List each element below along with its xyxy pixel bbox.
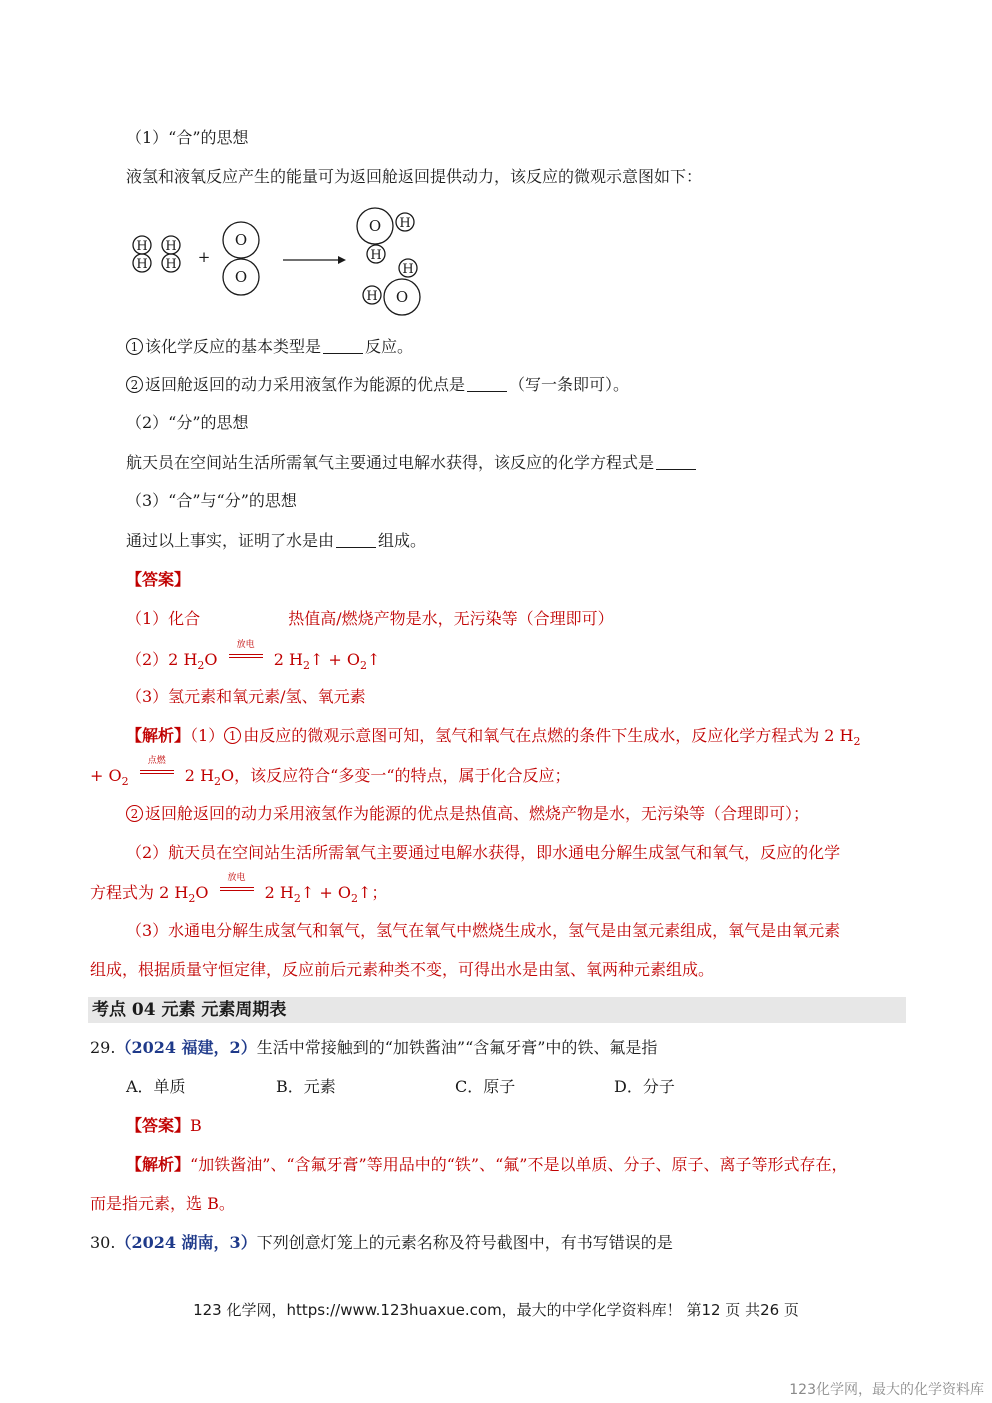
- q29-stem: 29.（2024 福建，2）生活中常接触到的“加铁酱油”“含氟牙膏”中的铁、氟是指: [90, 1038, 658, 1057]
- answer-blank: [467, 377, 507, 392]
- item2: 2 返回舱返回的动力采用液氢作为能源的优点是 （写一条即可）。: [126, 374, 629, 396]
- answer-blank: [656, 455, 696, 470]
- page-footer: 123 化学网，https://www.123huaxue.com，最大的中学化学资料库！ 第12 页 共26 页: [193, 1301, 799, 1319]
- circled-number: 1: [126, 338, 143, 355]
- question-source: （2024 福建，2）: [115, 1038, 257, 1057]
- circled-number: 1: [224, 727, 241, 744]
- answer-blank: [323, 339, 363, 354]
- h-label: H: [136, 257, 148, 272]
- h-label: H: [165, 257, 177, 272]
- q29-option-d: D．分子: [614, 1077, 675, 1096]
- analysis-line-3: 2 返回舱返回的动力采用液氢作为能源的优点是热值高、燃烧产物是水，无污染等（合理即可）；: [126, 803, 809, 825]
- analysis-line-6: （3）水通电分解生成氢气和氧气，氢气在氧气中燃烧生成水，氢气是由氢元素组成，氧气是由氧元素: [126, 921, 841, 940]
- o-label: O: [395, 288, 409, 306]
- q29-analysis-2: 而是指元素，选 B。: [90, 1194, 235, 1213]
- analysis-line-7: 组成，根据质量守恒定律，反应前后元素种类不变，可得出水是由氢、氧两种元素组成。: [90, 960, 715, 979]
- o-label: O: [234, 231, 248, 249]
- h-label: H: [399, 216, 411, 231]
- intro-text: 液氢和液氧反应产生的能量可为返回舱返回提供动力，该反应的微观示意图如下：: [126, 167, 703, 186]
- h-label: H: [136, 239, 148, 254]
- q29-option-a: A．单质: [126, 1077, 186, 1096]
- q29-answer: 【答案】B: [126, 1116, 202, 1135]
- analysis-line-4: （2）航天员在空间站生活所需氧气主要通过电解水获得，即水通电分解生成氢气和氧气，反应的化学: [126, 843, 841, 862]
- analysis-line-5: 方程式为 2 $H_2O$ 放电 2 $H_2↑$ + $O_2↑$；: [90, 873, 388, 906]
- reaction-diagram: [128, 200, 428, 320]
- q29-option-b: B．元素: [276, 1077, 336, 1096]
- sub2-title: （2）“分”的思想: [126, 413, 249, 432]
- answer-blank: [336, 533, 376, 548]
- h-label: H: [402, 262, 414, 277]
- reaction-condition: 放电: [229, 648, 263, 664]
- reaction-condition: 放电: [220, 881, 254, 897]
- sub1-title: （1）“合”的思想: [126, 128, 249, 147]
- h-label: H: [366, 289, 378, 304]
- sub3-text: 通过以上事实，证明了水是由 组成。: [126, 531, 427, 550]
- h-label: H: [165, 239, 177, 254]
- answer-line-3: （3）氢元素和氧元素/氢、氧元素: [126, 687, 366, 706]
- plus-sign: +: [197, 248, 211, 266]
- q30-stem: 30.（2024 湖南，3）下列创意灯笼上的元素名称及符号截图中，有书写错误的是: [90, 1233, 673, 1252]
- watermark: 123化学网，最大的化学资料库: [789, 1382, 984, 1398]
- o-label: O: [234, 268, 248, 286]
- answer-label: 【答案】: [126, 570, 191, 589]
- analysis-line-1: 【解析】（1） 1 由反应的微观示意图可知，氢气和氧气在点燃的条件下生成水，反应化学方程式为 2 $H_2$: [126, 726, 861, 749]
- question-source: （2024 湖南，3）: [115, 1233, 257, 1252]
- sub3-title: （3）“合”与“分”的思想: [126, 491, 297, 510]
- o-label: O: [368, 217, 382, 235]
- arrow-icon: [283, 256, 346, 264]
- circled-number: 2: [126, 376, 143, 393]
- q29-option-c: C．原子: [455, 1077, 516, 1096]
- answer-line-2: （2）2 $H_2O$ 放电 2 $H_2↑$ + $O_2↑$: [126, 640, 381, 673]
- reaction-condition: 点燃: [140, 764, 174, 780]
- item1: 1 该化学反应的基本类型是 反应。: [126, 336, 413, 358]
- answer-line-1: （1）化合 热值高/燃烧产物是水，无污染等（合理即可）: [126, 609, 614, 628]
- section-header: 考点 04 元素 元素周期表: [88, 997, 906, 1023]
- h-label: H: [370, 248, 382, 263]
- circled-number: 2: [126, 805, 143, 822]
- analysis-line-2: + $O_2$ 点燃 2 $H_2O$，该反应符合“多变一“的特点，属于化合反应；: [90, 756, 571, 789]
- sub2-text: 航天员在空间站生活所需氧气主要通过电解水获得，该反应的化学方程式是: [126, 452, 698, 474]
- q29-analysis-1: 【解析】“加铁酱油”、“含氟牙膏”等用品中的“铁”、“氟”不是以单质、分子、原子、离子等形式存在，: [126, 1155, 848, 1174]
